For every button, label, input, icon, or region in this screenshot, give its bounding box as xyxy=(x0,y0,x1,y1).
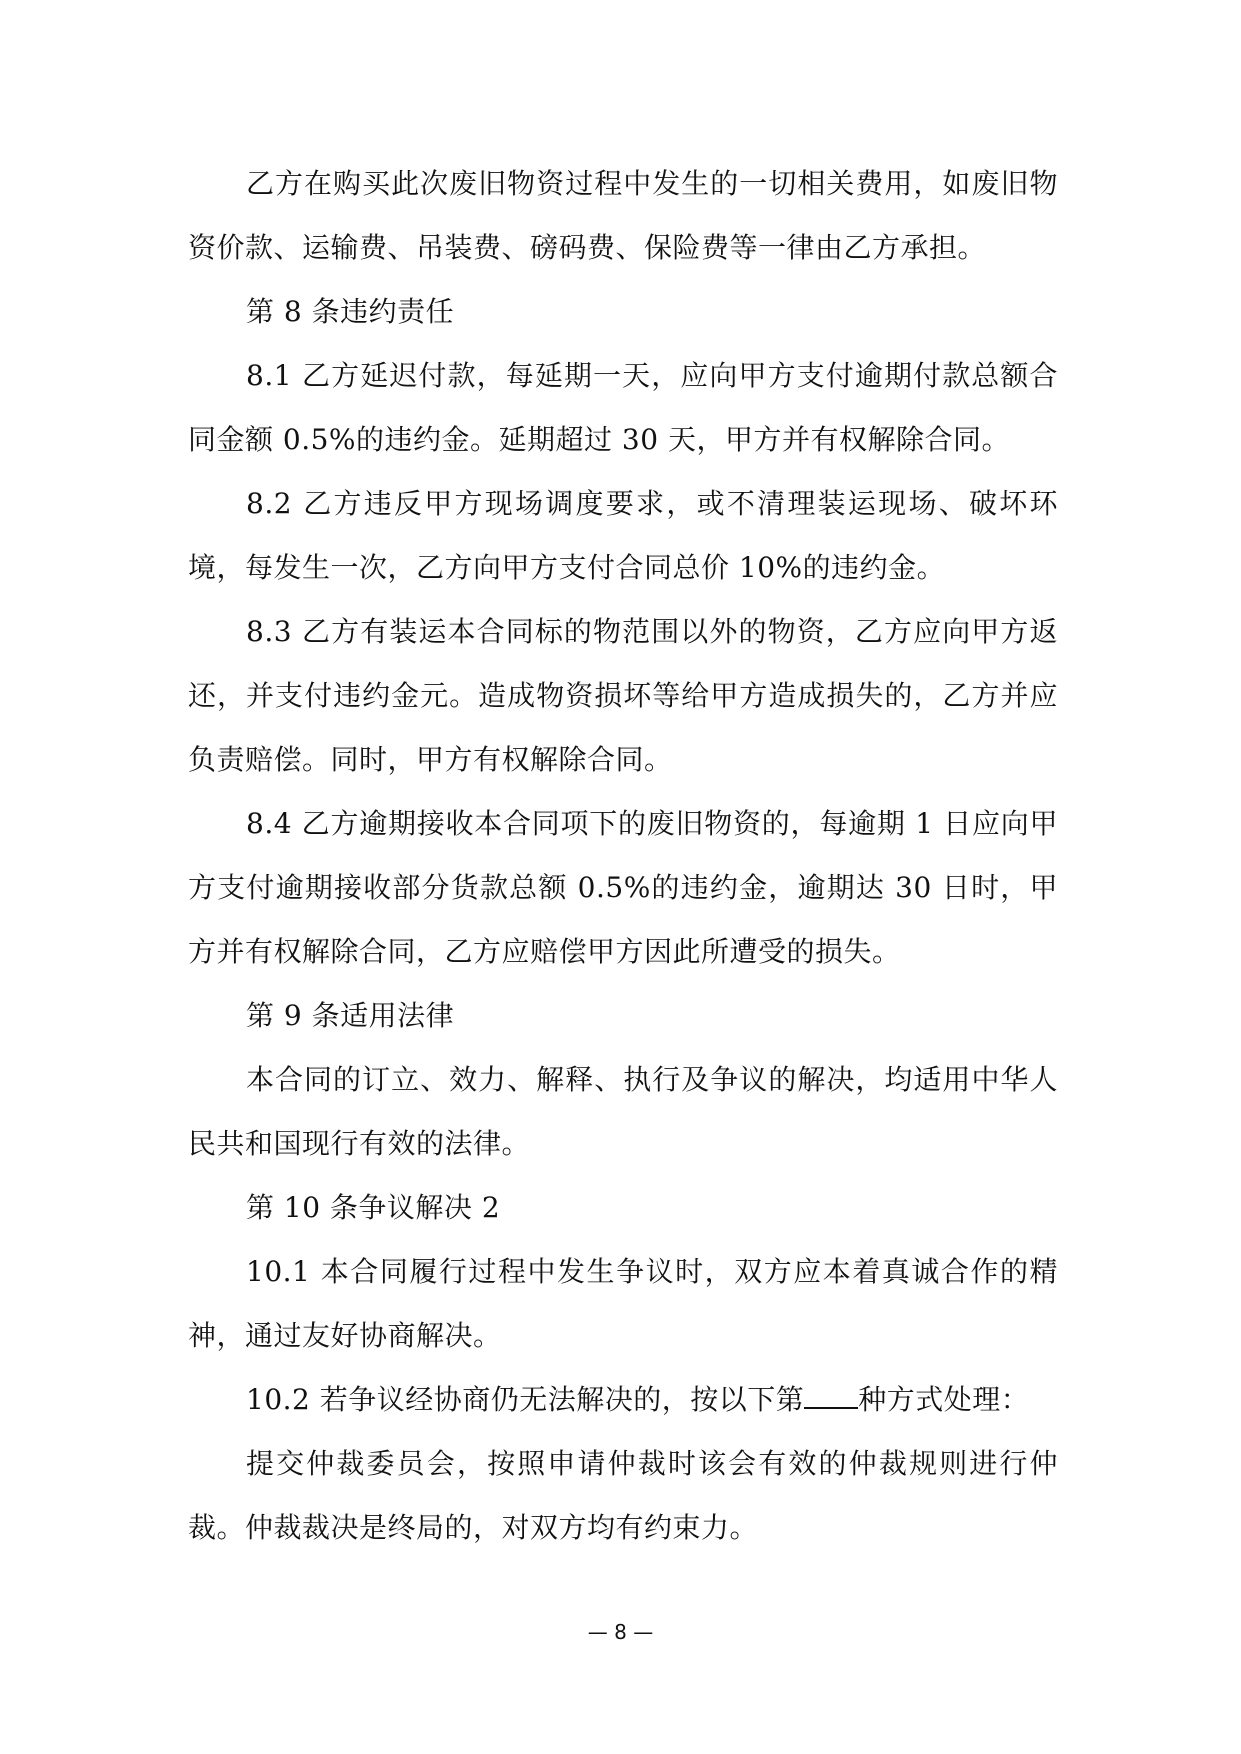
heading-article-8: 第 8 条违约责任 xyxy=(246,295,455,328)
paragraph-arbitration: 提交仲裁委员会，按照申请仲裁时该会有效的仲裁规则进行仲裁。仲裁裁决是终局的，对双方均有约束力。 xyxy=(188,1447,1058,1544)
paragraph-costs: 乙方在购买此次废旧物资过程中发生的一切相关费用，如废旧物资价款、运输费、吊装费、磅码费、保险费等一律由乙方承担。 xyxy=(188,167,1058,264)
clause-10-2-lead: 10.2 若争议经协商仍无法解决的，按以下第 xyxy=(246,1383,805,1416)
page-number: — 8 — xyxy=(587,1620,654,1644)
paragraph-8-2: 8.2 乙方违反甲方现场调度要求，或不清理装运现场、破坏环境，每发生一次，乙方向甲方支付合同总价 10%的违约金。 xyxy=(188,487,1058,584)
paragraph-8-1: 8.1 乙方延迟付款，每延期一天，应向甲方支付逾期付款总额合同金额 0.5%的违约金。延期超过 30 天，甲方并有权解除合同。 xyxy=(188,359,1058,456)
heading-article-10: 第 10 条争议解决 2 xyxy=(246,1191,501,1224)
paragraph-9-body: 本合同的订立、效力、解释、执行及争议的解决，均适用中华人民共和国现行有效的法律。 xyxy=(188,1063,1058,1160)
document-page xyxy=(188,152,1058,1560)
fill-in-blank xyxy=(804,1385,858,1409)
heading-article-9: 第 9 条适用法律 xyxy=(246,999,455,1032)
paragraph-10-1: 10.1 本合同履行过程中发生争议时，双方应本着真诚合作的精神，通过友好协商解决。 xyxy=(188,1255,1058,1352)
paragraph-8-3: 8.3 乙方有装运本合同标的物范围以外的物资，乙方应向甲方返还，并支付违约金元。造成物资损坏等给甲方造成损失的，乙方并应负责赔偿。同时，甲方有权解除合同。 xyxy=(188,615,1058,776)
paragraph-8-4: 8.4 乙方逾期接收本合同项下的废旧物资的，每逾期 1 日应向甲方支付逾期接收部分货款总额 0.5%的违约金，逾期达 30 日时，甲方并有权解除合同，乙方应赔偿甲方因此所遭受的损失。 xyxy=(188,807,1058,968)
paragraph-10-2 xyxy=(188,1368,1058,1432)
clause-10-2-tail: 种方式处理： xyxy=(858,1383,1030,1416)
